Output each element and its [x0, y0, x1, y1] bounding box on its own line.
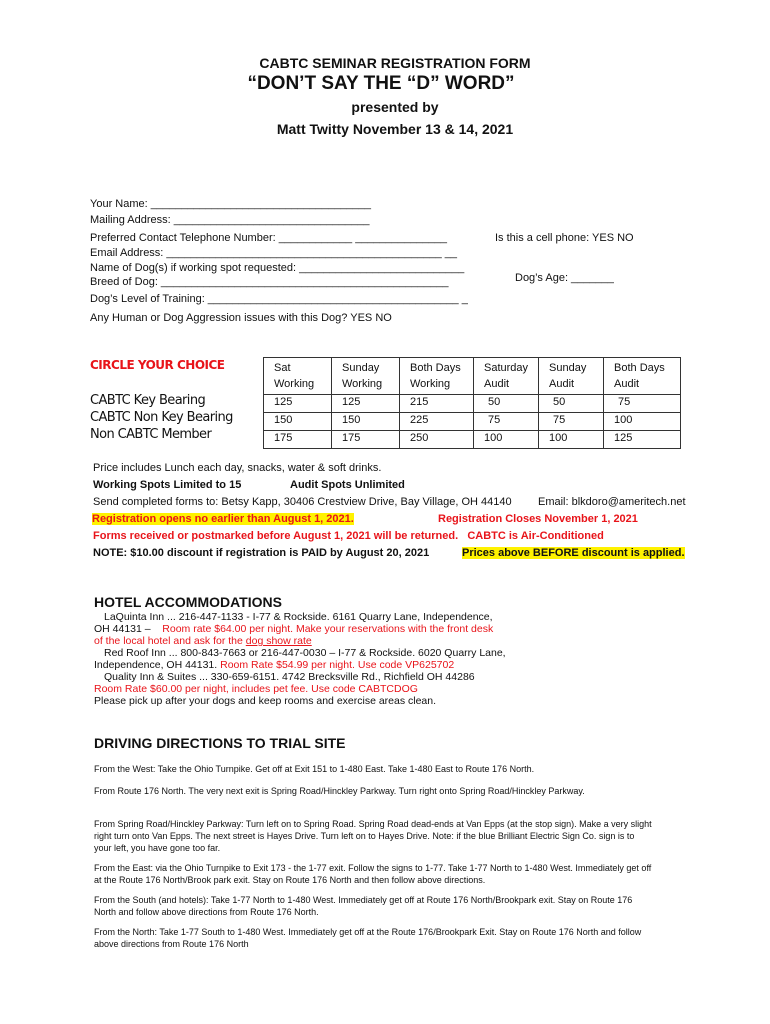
price-cell[interactable]: 50	[474, 395, 539, 413]
discount-note: NOTE: $10.00 discount if registration is PAID by August 20, 2021	[93, 547, 430, 559]
lunch-note: Price includes Lunch each day, snacks, water & soft drinks.	[93, 462, 382, 474]
price-cell[interactable]: 175	[264, 431, 332, 449]
price-cell[interactable]: 150	[264, 413, 332, 431]
price-row-non-member	[264, 431, 681, 449]
hotel-laquinta-line: LaQuinta Inn ... 216-447-1133 - I-77 & Rockside. 6161 Quarry Lane, Independence,	[104, 611, 493, 623]
price-cell[interactable]: 225	[400, 413, 474, 431]
presenter-dates: Matt Twitty November 13 & 14, 2021	[276, 121, 514, 137]
seminar-title: “DON’T SAY THE “D” WORD”	[247, 73, 515, 94]
registration-opens-note: Registration opens no earlier than August 1, 2021.	[92, 513, 354, 525]
price-row-non-key-bearing	[264, 413, 681, 431]
directions-spring-road: From Spring Road/Hinckley Parkway: Turn left on to Spring Road. Spring Road dead-ends at Van Epps (at the stop sign). Make a very slight right turn onto Van Epps. The next street is Hayes Drive. Turn left on to Hayes Drive. Note: if the blue Brilliant Electric Sign Co. sign is to your left, you have gone too far.	[94, 819, 652, 853]
aggression-question[interactable]: Any Human or Dog Aggression issues with this Dog? YES NO	[90, 312, 392, 324]
mailing-address-field[interactable]: Mailing Address: ________________________________	[90, 214, 370, 226]
price-cell[interactable]: 75	[539, 413, 604, 431]
hotel-redroof-rate: Independence, OH 44131. Room Rate $54.99 per night. Use code VP625702	[94, 659, 455, 671]
contact-email: Email: blkdoro@ameritech.net	[538, 496, 686, 508]
member-type-non-key[interactable]: CABTC Non Key Bearing	[90, 410, 233, 425]
price-cell[interactable]: 250	[400, 431, 474, 449]
circle-choice-title: CIRCLE YOUR CHOICE	[90, 358, 225, 372]
price-cell[interactable]: 125	[264, 395, 332, 413]
member-type-non-member[interactable]: Non CABTC Member	[90, 427, 212, 442]
form-title: CABTC SEMINAR REGISTRATION FORM	[259, 55, 531, 71]
send-to-address: Send completed forms to: Betsy Kapp, 30406 Crestview Drive, Bay Village, OH 44140	[93, 496, 512, 508]
hotel-section-title: HOTEL ACCOMMODATIONS	[94, 594, 282, 610]
postmark-note: Forms received or postmarked before August 1, 2021 will be returned. CABTC is Air-Conditioned	[93, 530, 604, 542]
hotel-laquinta-rate: OH 44131 – Room rate $64.00 per night. Make your reservations with the front desk	[94, 623, 494, 635]
member-type-key[interactable]: CABTC Key Bearing	[90, 393, 206, 408]
breed-field[interactable]: Breed of Dog: _______________________________________________	[90, 276, 449, 288]
header-both-working: Both Days Working	[400, 358, 474, 395]
hotel-redroof-line: Red Roof Inn ... 800-843-7663 or 216-447-0030 – I-77 & Rockside. 6020 Quarry Lane,	[104, 647, 506, 659]
your-name-field[interactable]: Your Name: ____________________________________	[90, 198, 371, 210]
price-cell[interactable]: 100	[539, 431, 604, 449]
price-cell[interactable]: 175	[332, 431, 400, 449]
header-sat-working: Sat Working	[264, 358, 332, 395]
working-spots-note: Working Spots Limited to 15	[93, 479, 242, 491]
price-cell[interactable]: 100	[474, 431, 539, 449]
dog-age-field[interactable]: Dog’s Age: _______	[515, 272, 614, 284]
price-cell[interactable]: 75	[474, 413, 539, 431]
price-cell[interactable]: 75	[604, 395, 681, 413]
directions-north: From the North: Take 1-77 South to 1-480 West. Immediately get off at the Route 176/Brookpark Exit. Stay on Route 176 North and follow above directions from Route 176 North	[94, 927, 642, 949]
header-sunday-audit: Sunday Audit	[539, 358, 604, 395]
header-both-audit: Both Days Audit	[604, 358, 681, 395]
hotel-quality-rate: Room Rate $60.00 per night, includes pet fee. Use code CABTCDOG	[94, 683, 418, 695]
price-cell[interactable]: 215	[400, 395, 474, 413]
training-level-field[interactable]: Dog’s Level of Training: _________________________________________ _	[90, 293, 468, 305]
cell-phone-question[interactable]: Is this a cell phone: YES NO	[495, 232, 634, 244]
directions-section-title: DRIVING DIRECTIONS TO TRIAL SITE	[94, 735, 346, 751]
hotel-list	[94, 611, 534, 707]
directions-east: From the East: via the Ohio Turnpike to Exit 173 - the 1-77 exit. Follow the signs to 1-77. Take 1-77 North to 1-480 West. Immediately get off at the Route 176 North/Brook park exit. Stay on Route 176 North and then follow above directions.	[94, 863, 652, 885]
prices-before-discount-note: Prices above BEFORE discount is applied.	[462, 547, 685, 559]
price-table	[263, 357, 681, 449]
header-saturday-audit: Saturday Audit	[474, 358, 539, 395]
email-field[interactable]: Email Address: _____________________________________________ __	[90, 247, 458, 259]
hotel-laquinta-ask: of the local hotel and ask for the dog show rate	[94, 635, 312, 647]
price-cell[interactable]: 50	[539, 395, 604, 413]
presented-by: presented by	[351, 99, 439, 115]
price-cell[interactable]: 125	[332, 395, 400, 413]
dog-show-rate-text: dog show rate	[245, 635, 312, 647]
directions-south: From the South (and hotels): Take 1-77 North to 1-480 West. Immediately get off at Route 176 North/Brookpark exit. Stay on Route 176 North and follow above directions from Route 176 North.	[94, 895, 633, 917]
header-sunday-working: Sunday Working	[332, 358, 400, 395]
price-table-header-row	[264, 358, 681, 395]
directions-route-176: From Route 176 North. The very next exit is Spring Road/Hinckley Parkway. Turn right onto Spring Road/Hinckley Parkway.	[94, 786, 585, 796]
phone-field[interactable]: Preferred Contact Telephone Number: ____________ _______________	[90, 232, 447, 244]
audit-spots-note: Audit Spots Unlimited	[290, 479, 405, 491]
directions-west: From the West: Take the Ohio Turnpike. Get off at Exit 151 to 1-480 East. Take 1-480 East to Route 176 North.	[94, 764, 535, 774]
price-cell[interactable]: 125	[604, 431, 681, 449]
registration-closes-note: Registration Closes November 1, 2021	[438, 513, 638, 525]
dog-names-field[interactable]: Name of Dog(s) if working spot requested: ___________________________	[90, 262, 465, 274]
hotel-quality-line: Quality Inn & Suites ... 330-659-6151. 4742 Brecksville Rd., Richfield OH 44286	[104, 671, 475, 683]
price-cell[interactable]: 150	[332, 413, 400, 431]
price-row-key-bearing	[264, 395, 681, 413]
price-cell[interactable]: 100	[604, 413, 681, 431]
hotel-cleanup-note: Please pick up after your dogs and keep rooms and exercise areas clean.	[94, 695, 437, 707]
